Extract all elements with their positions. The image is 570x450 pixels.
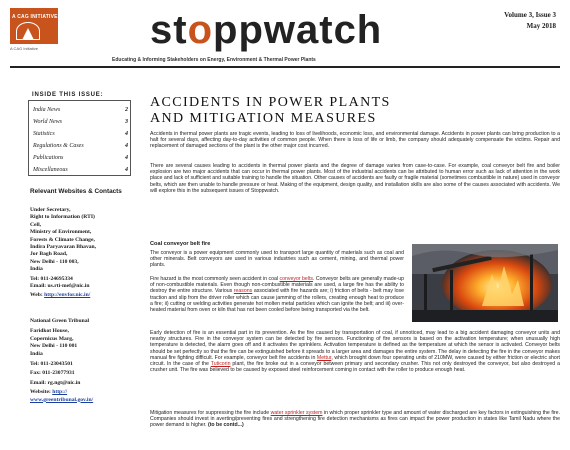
mettur-link[interactable]: Mettur bbox=[316, 354, 332, 361]
text-run: plant, the fire broke out in a conveyor between primary and secondary crusher. This not only destroyed the conveyor, but also destroyed a crusher unit. The fire was believed to be caused by exposed steel reinforcement coming in contact with the roller to produce enough heat. bbox=[150, 361, 560, 374]
text-run: Fire hazard is the most commonly seen accident in coal bbox=[150, 276, 280, 282]
moef-web-row bbox=[30, 292, 130, 299]
addr-line: Cell, bbox=[30, 221, 42, 228]
text-run: . Conveyor belts are generally made-up of non-combustible materials. Even though non-combustible materials are used, a large fire has the ability to destroy the entire structure. Various bbox=[150, 276, 404, 295]
addr-line: Under Secretary, bbox=[30, 207, 71, 213]
moef-email: Email: us.rti-mef@nic.in bbox=[30, 283, 90, 290]
addr-line: New Delhi - 110 001 bbox=[30, 343, 78, 350]
masthead-o: o bbox=[187, 8, 214, 52]
toc-item-regulations[interactable] bbox=[33, 143, 128, 149]
conveyor-fire-photo bbox=[412, 244, 558, 322]
addr-line: New Delhi - 110 003, bbox=[30, 258, 79, 265]
newsletter-masthead bbox=[150, 8, 382, 52]
issue-date: May 2018 bbox=[526, 22, 556, 30]
addr-line: National Green Tribunal bbox=[30, 318, 90, 324]
toc-item-world-news[interactable] bbox=[33, 119, 128, 125]
addr-line: Right to Information (RTI) bbox=[30, 214, 95, 221]
logo-text: A CAG INITIATIVE bbox=[12, 14, 58, 20]
toc-item-publications[interactable] bbox=[33, 155, 128, 161]
cag-logo bbox=[10, 8, 58, 44]
ngt-email: Email: rg.ngt@nic.in bbox=[30, 379, 81, 386]
text-run: Mitigation measures for suppressing the fire include bbox=[150, 410, 271, 416]
article-title-line1: ACCIDENTS IN POWER PLANTS bbox=[150, 95, 391, 110]
reasons-link[interactable]: reasons bbox=[233, 288, 253, 295]
article-paragraph-3: The conveyor is a power equipment commonly used to transport large quantity of materials such as coal and other minerals. Belt conveyors are used in various industries such as cement, mining, and thermal power plants. bbox=[150, 250, 404, 269]
moef-contact bbox=[30, 207, 130, 300]
article-paragraph-6 bbox=[150, 410, 560, 429]
toc-label: Statistics bbox=[33, 131, 55, 137]
addr-line: Forests & Climate Change, bbox=[30, 236, 95, 243]
header-divider bbox=[10, 66, 560, 68]
masthead-part1: st bbox=[150, 8, 188, 52]
article-title bbox=[150, 95, 560, 127]
toc-item-miscellaneous[interactable] bbox=[33, 167, 128, 173]
toc-page: 4 bbox=[125, 131, 128, 137]
ngt-tel: Tel: 011-23043501 bbox=[30, 361, 73, 368]
addr-line: Indira Paryavaran Bhavan, bbox=[30, 244, 97, 251]
toc-item-india-news[interactable] bbox=[33, 107, 128, 113]
conveyor-belts-link[interactable]: conveyor belts bbox=[279, 276, 313, 282]
article-paragraph-1: Accidents in thermal power plants are tragic events, leading to loss of livelihoods, economic loss, and environmental damage. Accidents in power plants can bring production to a halt for several days, affecting day-to-day activities of common people. When there is loss of life or limb, the company should adequately compensate the victims. Repair and replacement of damaged sections of the plant is the other major cost incurred. bbox=[150, 131, 560, 150]
tuticorin-link[interactable]: Tuticorin bbox=[210, 361, 231, 368]
ngt-web-link-2[interactable]: www.greentribunal.gov.in/ bbox=[30, 396, 94, 403]
addr-line: India bbox=[30, 266, 43, 273]
fire-scene-image bbox=[412, 244, 558, 322]
toc-page: 4 bbox=[125, 167, 128, 173]
toc-label: Miscellaneous bbox=[33, 167, 68, 173]
inside-issue-title: INSIDE THIS ISSUE: bbox=[32, 92, 104, 98]
article-paragraph-4 bbox=[150, 276, 404, 313]
article-paragraph-5 bbox=[150, 330, 560, 373]
toc-page: 4 bbox=[125, 155, 128, 161]
ngt-contact bbox=[30, 318, 130, 404]
to-be-continued: (to be contd...) bbox=[207, 422, 244, 429]
ngt-web-row bbox=[30, 389, 130, 396]
text-run: in which proper sprinkler type and amount of water discharged are key factors in extinguishing the fire. Companies should invest in averting/preventing fires and strengthening fire detection mechanisms as fires can impact the power production in states like Tamil Nadu where the power demand is higher. bbox=[150, 410, 560, 429]
addr-line: Faridkot House, bbox=[30, 328, 69, 335]
web-label: Website: bbox=[30, 389, 53, 396]
volume-label: Volume 3, Issue 3 bbox=[504, 11, 556, 19]
text-run: , which brought down four operating units of 210MW, were caused by either friction or electric short circuit. In the case of the bbox=[150, 354, 560, 368]
addr-line: Jor Bagh Road, bbox=[30, 251, 68, 258]
addr-line: Ministry of Environment, bbox=[30, 229, 92, 236]
ngt-web-link[interactable]: http:// bbox=[52, 389, 68, 396]
toc-label: India News bbox=[33, 107, 61, 113]
water-sprinkler-link[interactable]: water sprinkler system bbox=[270, 410, 323, 416]
toc-page: 4 bbox=[125, 143, 128, 149]
toc-page: 2 bbox=[125, 107, 128, 113]
article-title-line2: AND MITIGATION MEASURES bbox=[150, 111, 377, 126]
toc-label: Publications bbox=[33, 155, 64, 161]
addr-line: India bbox=[30, 350, 43, 357]
ngt-fax: Fax: 011-23077931 bbox=[30, 370, 75, 377]
tagline: Educating & Informing Stakeholders on Energy, Environment & Thermal Power Plants bbox=[112, 57, 316, 63]
text-run: Early detection of fire is an essential part in its prevention. As the fire caused by transportation of coal, if unnoticed, may lead to a big accident damaging conveyor units and nearby structures. Fire in the conveyor system can be detected by fire sensors. Functioning of fire sensors is based on the activation temperature; when unusually high temperature is detected, the alarm goes off and it activates the sprinklers. Activation temperature is defined as the temperature at which the sensor is activated. Conveyor belts should be set perfectly so that the fire can be extinguished before it spreads to a larger area and damages the entire system. The delay in detecting the fire in the conveyor makes manual fire fighting difficult. For example, conveyor belt fire accidents in bbox=[150, 330, 560, 361]
moef-tel: Tel: 011-24695334 bbox=[30, 275, 73, 282]
initiative-label: A CAG Initiative bbox=[10, 46, 39, 51]
issue-info bbox=[504, 10, 556, 32]
relevant-websites-heading: Relevant Websites & Contacts bbox=[30, 188, 122, 195]
toc-label: World News bbox=[33, 119, 62, 125]
web-label: Web: bbox=[30, 292, 45, 299]
moef-web-link[interactable]: http://envfor.nic.in/ bbox=[44, 292, 91, 299]
article-paragraph-2: There are several causes leading to accidents in thermal power plants and the degree of damage varies from case-to-case. For example, coal conveyor belt fire and boiler explosion are two major accidents that can occur in thermal power plants. Most of the industrial accidents can be attributed to human error such as lack of attention in the work place and lack of sufficient and suitable training to handle the situation. Other causes of accidents are faulty or fragile material (sometimes combustible in nature) used in conveyor belts, which are then unable to handle pressure or heat. Making of the equipment, design quality, and installation skills are also some of the causes associated with accidents. We will explore this in the subsequent issues of Stoppwatch. bbox=[150, 163, 560, 194]
section-subheading: Coal conveyor belt fire bbox=[150, 241, 211, 247]
text-run: associated with fire hazards are; i) friction of belts - belt may lose traction and slip from the driver roller which can cause jamming of the rollers, creating enough heat to produce a fire; ii) cutting or welding activities generate hot molten metal particles which can ignite the belt; and iii) over-heated material from oven or kiln that has not been cooled before being transported via the belt. bbox=[150, 288, 404, 314]
masthead-part2: ppwatch bbox=[213, 8, 383, 52]
toc-item-statistics[interactable] bbox=[33, 131, 128, 137]
toc-page: 3 bbox=[125, 119, 128, 125]
toc-label: Regulations & Cases bbox=[33, 143, 84, 149]
inside-issue-box bbox=[28, 100, 131, 176]
addr-line: Copernicus Marg, bbox=[30, 335, 74, 342]
